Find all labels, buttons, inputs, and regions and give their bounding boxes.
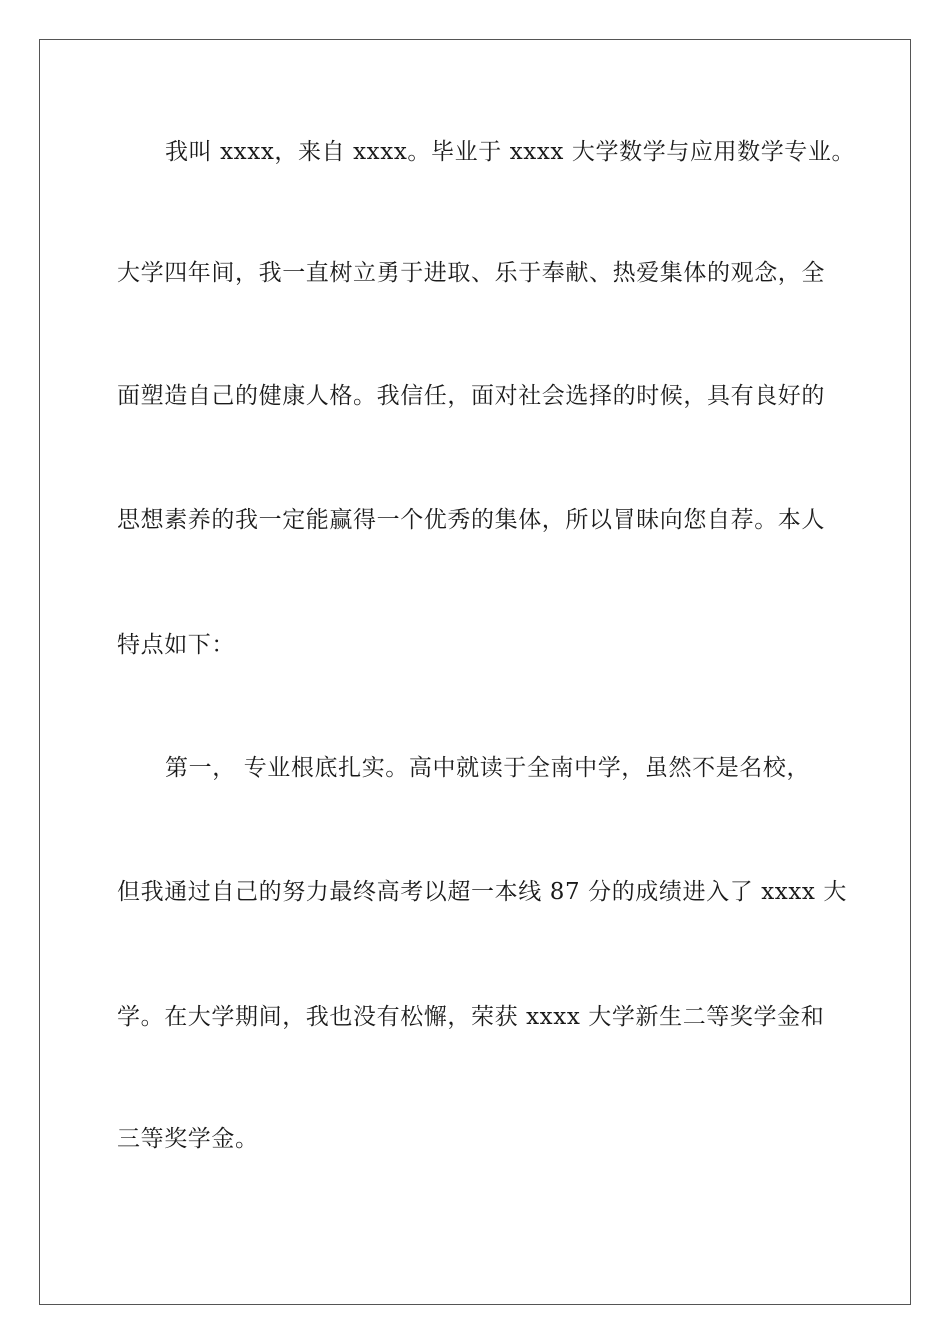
paragraph-2-line-2: 但我通过自己的努力最终高考以超一本线 87 分的成绩进入了 xxxx 大 [117, 879, 847, 905]
paragraph-2-line-3: 学。在大学期间，我也没有松懈，荣获 xxxx 大学新生二等奖学金和 [117, 1004, 825, 1030]
paragraph-1-line-4: 思想素养的我一定能赢得一个优秀的集体，所以冒昧向您自荐。本人 [117, 507, 825, 533]
paragraph-1-line-5: 特点如下： [117, 632, 235, 658]
paragraph-1-line-3: 面塑造自己的健康人格。我信任，面对社会选择的时候，具有良好的 [117, 383, 825, 409]
paragraph-2-line-1: 第一， 专业根底扎实。高中就读于全南中学，虽然不是名校， [165, 755, 811, 781]
paragraph-2-line-4: 三等奖学金。 [117, 1126, 259, 1152]
page-border [39, 39, 911, 1305]
paragraph-1-line-1: 我叫 xxxx，来自 xxxx。毕业于 xxxx 大学数学与应用数学专业。 [165, 139, 856, 165]
paragraph-1-line-2: 大学四年间，我一直树立勇于进取、乐于奉献、热爱集体的观念，全 [117, 260, 825, 286]
